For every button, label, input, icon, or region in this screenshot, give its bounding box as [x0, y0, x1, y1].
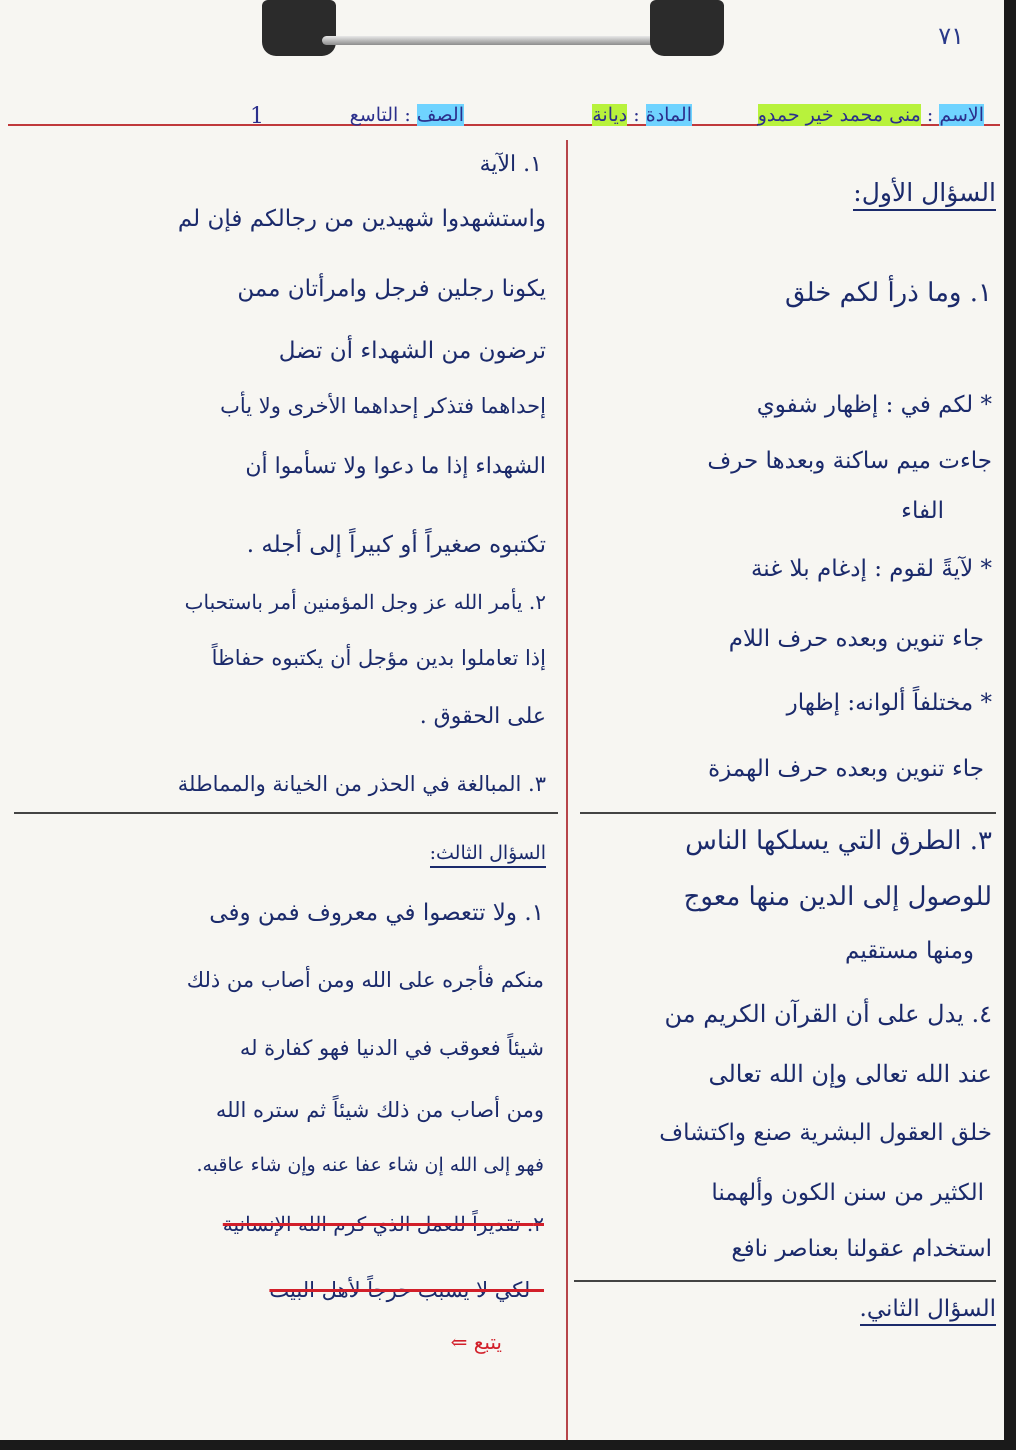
- answer-line: * مختلفاً ألوانه: إظهار: [786, 690, 992, 716]
- answer-line: فهو إلى الله إن شاء عفا عنه وإن شاء عاقبه.: [196, 1154, 544, 1176]
- page-number: ٧١: [938, 22, 964, 50]
- subject-label: المادة: [645, 104, 692, 126]
- crossed-out-line: ٢. تقديراً للعمل الذي كرم الله الإنسانية: [222, 1212, 544, 1236]
- answer-line: * لكم في : إظهار شفوي: [756, 392, 992, 418]
- answer-line: ١. الآية: [479, 152, 542, 177]
- answer-line: الشهداء إذا ما دعوا ولا تسأموا أن: [245, 454, 546, 479]
- subject-group: المادة : ديانة: [592, 104, 692, 126]
- answer-line: ترضون من الشهداء أن تضل: [278, 338, 546, 364]
- grade-group: الصف : التاسع: [349, 104, 464, 126]
- sheet-number: 1: [250, 104, 264, 129]
- student-header: [120, 96, 984, 136]
- continue-note: يتبع ⇐: [450, 1330, 502, 1354]
- section-divider: [580, 812, 996, 814]
- binder-clip: [262, 0, 724, 60]
- answer-line: ١. ولا تتعصوا في معروف فمن وفى: [209, 900, 544, 926]
- question-2-title: السؤال الثاني.: [860, 1296, 996, 1326]
- question-1-title: السؤال الأول:: [853, 178, 996, 211]
- binder-clip-rod: [322, 36, 664, 45]
- answer-line: ٣. المبالغة في الحذر من الخيانة والمماطلة: [177, 772, 546, 796]
- answer-line: يكونا رجلين فرجل وامرأتان ممن: [237, 276, 546, 302]
- answer-line: جاءت ميم ساكنة وبعدها حرف: [707, 448, 992, 474]
- binder-clip-left-arm: [262, 0, 336, 56]
- answer-line: جاء تنوين وبعده حرف اللام: [728, 626, 984, 652]
- answer-line: منكم فأجره على الله ومن أصاب من ذلك: [186, 968, 544, 992]
- answer-line: ٣. الطرق التي يسلكها الناس: [685, 826, 992, 856]
- answer-line: واستشهدوا شهيدين من رجالكم فإن لم: [177, 206, 546, 232]
- name-value: منى محمد خير حمدو: [757, 104, 921, 126]
- question-3-title: السؤال الثالث:: [430, 842, 546, 868]
- answer-line: عند الله تعالى وإن الله تعالى: [708, 1060, 992, 1088]
- answer-line: على الحقوق .: [419, 704, 546, 729]
- answer-line: ١. وما ذرأ لكم خلق: [784, 278, 992, 308]
- crossed-out-line: - لكي لا يسبب حرجاً لأهل البيت: [269, 1278, 544, 1302]
- answer-line: * لآيةً لقوم : إدغام بلا غنة: [750, 556, 992, 582]
- column-divider: [566, 140, 568, 1440]
- answer-line: إذا تعاملوا بدين مؤجل أن يكتبوه حفاظاً: [211, 646, 546, 670]
- name-label-group: الاسم : منى محمد خير حمدو: [757, 104, 984, 126]
- answer-line: جاء تنوين وبعده حرف الهمزة: [708, 756, 984, 782]
- answer-line: إحداهما فتذكر إحداهما الأخرى ولا يأب: [220, 394, 546, 418]
- answer-line: الكثير من سنن الكون وألهمنا: [711, 1180, 984, 1206]
- answer-line: الفاء: [901, 498, 944, 524]
- answer-line: خلق العقول البشرية صنع واكتشاف: [659, 1120, 992, 1146]
- answer-line: للوصول إلى الدين منها معوج: [683, 882, 992, 912]
- answer-line: ومن أصاب من ذلك شيئاً ثم ستره الله: [215, 1098, 544, 1122]
- answer-line: استخدام عقولنا بعناصر نافع: [731, 1236, 992, 1262]
- answer-line: ٢. يأمر الله عز وجل المؤمنين أمر باستحباب: [184, 590, 546, 614]
- name-label: الاسم: [939, 104, 984, 126]
- answer-line: ٤. يدل على أن القرآن الكريم من: [664, 1000, 992, 1028]
- subject-value: ديانة: [592, 104, 628, 126]
- answer-line: ومنها مستقيم: [845, 938, 974, 964]
- binder-clip-right-arm: [650, 0, 724, 56]
- answer-line: شيئاً فعوقب في الدنيا فهو كفارة له: [239, 1036, 544, 1060]
- section-divider: [574, 1280, 996, 1282]
- section-divider: [14, 812, 558, 814]
- answer-line: تكتبوه صغيراً أو كبيراً إلى أجله .: [246, 532, 546, 558]
- grade-value: التاسع: [349, 104, 399, 126]
- grade-label: الصف: [416, 104, 464, 126]
